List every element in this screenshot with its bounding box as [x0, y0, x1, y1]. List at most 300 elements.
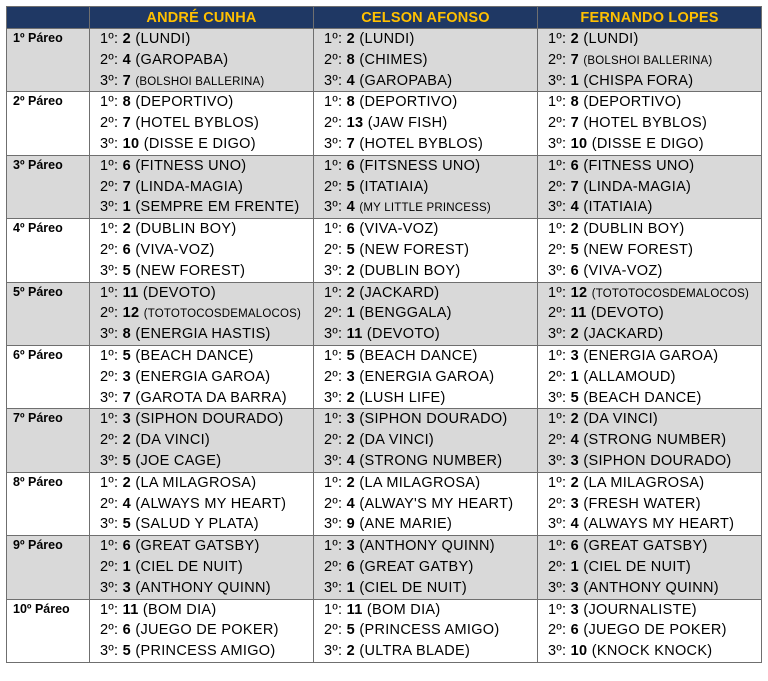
pick-line	[538, 346, 761, 367]
race-row	[7, 282, 762, 345]
horse-name: (FITNESS UNO)	[135, 157, 247, 174]
pick-line	[538, 409, 761, 430]
horse-number: 6	[122, 538, 132, 555]
pick-position: 3º:	[548, 579, 567, 596]
horse-name: (LUNDI)	[359, 31, 415, 47]
horse-number: 5	[570, 241, 580, 258]
horse-number: 4	[346, 72, 356, 89]
horse-name: (LINDA-MAGIA)	[135, 178, 244, 195]
horse-number: 4	[570, 432, 580, 449]
pick-line	[314, 177, 537, 198]
horse-number: 2	[570, 474, 580, 491]
horse-number: 2	[346, 389, 356, 406]
pick-line	[538, 557, 761, 578]
horse-name: (DEVOTO)	[590, 305, 664, 322]
pick-position: 1º:	[324, 221, 343, 238]
picks-cell-fernando-lopes	[538, 282, 762, 345]
horse-name: (LUSH LIFE)	[359, 389, 446, 406]
horse-number: 6	[570, 157, 580, 174]
picks-cell-andre-cunha	[90, 155, 314, 218]
horse-name: (BOM DIA)	[366, 601, 441, 618]
horse-name: (TOTOTOCOSDEMALOCOS)	[143, 308, 302, 321]
horse-name: (ANTHONY QUINN)	[583, 579, 719, 596]
horse-name: (STRONG NUMBER)	[359, 452, 503, 469]
pick-line	[538, 50, 761, 71]
race-label: 6º Páreo	[7, 345, 90, 408]
horse-number: 6	[570, 538, 580, 555]
horse-number: 6	[122, 241, 132, 258]
horse-name: (GREAT GATSBY)	[583, 538, 708, 555]
horse-number: 11	[570, 305, 587, 322]
horse-number: 7	[122, 72, 132, 89]
horse-name: (PRINCESS AMIGO)	[135, 643, 276, 660]
pick-position: 2º:	[324, 368, 343, 385]
race-row	[7, 29, 762, 92]
horse-name: (ANE MARIE)	[359, 516, 453, 533]
pick-line	[90, 600, 313, 621]
pick-position: 3º:	[324, 72, 343, 89]
horse-name: (CHISPA FORA)	[583, 72, 694, 89]
pick-position: 1º:	[100, 601, 119, 618]
horse-name: (LUNDI)	[135, 31, 191, 47]
pick-line	[314, 620, 537, 641]
picks-cell-andre-cunha	[90, 599, 314, 662]
pick-line	[90, 409, 313, 430]
pick-line	[538, 641, 761, 662]
horse-number: 6	[122, 157, 132, 174]
pick-position: 1º:	[324, 157, 343, 174]
horse-name: (NEW FOREST)	[359, 241, 470, 258]
horse-number: 3	[570, 347, 580, 364]
pick-line	[314, 473, 537, 494]
horse-number: 10	[570, 135, 588, 152]
race-row	[7, 472, 762, 535]
pick-position: 2º:	[548, 368, 567, 385]
pick-position: 1º:	[324, 347, 343, 364]
picks-cell-andre-cunha	[90, 409, 314, 472]
picks-table	[6, 6, 762, 663]
horse-number: 3	[570, 452, 580, 469]
horse-number: 6	[346, 157, 356, 174]
horse-number: 2	[346, 643, 356, 660]
horse-name: (MY LITTLE PRINCESS)	[359, 202, 491, 215]
pick-line	[314, 641, 537, 662]
pick-position: 3º:	[100, 516, 119, 533]
horse-number: 2	[346, 31, 356, 47]
horse-name: (ALWAYS MY HEART)	[583, 516, 735, 533]
pick-position: 1º:	[548, 157, 567, 174]
pick-position: 2º:	[324, 622, 343, 639]
horse-name: (JOURNALISTE)	[583, 601, 697, 618]
pick-position: 2º:	[324, 558, 343, 575]
race-label: 1º Páreo	[7, 29, 90, 92]
race-row	[7, 155, 762, 218]
pick-line	[90, 92, 313, 113]
horse-number: 8	[122, 94, 132, 111]
horse-name: (DEVOTO)	[366, 326, 440, 343]
horse-number: 5	[122, 516, 132, 533]
pick-line	[314, 514, 537, 535]
race-label: 3º Páreo	[7, 155, 90, 218]
pick-line	[538, 514, 761, 535]
horse-name: (VIVA-VOZ)	[583, 262, 663, 279]
horse-number: 3	[346, 368, 356, 385]
pick-position: 3º:	[548, 389, 567, 406]
pick-position: 2º:	[548, 432, 567, 449]
horse-number: 4	[346, 199, 356, 216]
picks-cell-celson-afonso	[314, 155, 538, 218]
horse-name: (FITSNESS UNO)	[359, 157, 481, 174]
pick-line	[90, 388, 313, 409]
pick-position: 1º:	[324, 474, 343, 491]
horse-name: (ENERGIA HASTIS)	[135, 326, 271, 343]
horse-name: (DA VINCI)	[135, 432, 211, 449]
pick-position: 3º:	[100, 262, 119, 279]
picks-cell-fernando-lopes	[538, 599, 762, 662]
pick-line	[90, 620, 313, 641]
picks-cell-fernando-lopes	[538, 472, 762, 535]
horse-number: 7	[570, 115, 580, 132]
horse-number: 7	[570, 178, 580, 195]
horse-name: (ALWAY'S MY HEART)	[359, 495, 514, 512]
pick-position: 2º:	[548, 558, 567, 575]
horse-name: (DEPORTIVO)	[135, 94, 234, 111]
horse-number: 3	[570, 495, 580, 512]
horse-number: 2	[122, 221, 132, 238]
pick-position: 3º:	[100, 452, 119, 469]
pick-line	[538, 177, 761, 198]
horse-number: 8	[570, 94, 580, 111]
horse-name: (SALUD Y PLATA)	[135, 516, 259, 533]
horse-name: (DUBLIN BOY)	[135, 221, 237, 238]
horse-name: (BOLSHOI BALLERINA)	[583, 54, 713, 67]
race-label: 9º Páreo	[7, 536, 90, 599]
pick-position: 3º:	[548, 643, 567, 660]
horse-name: (GREAT GATBY)	[359, 558, 474, 575]
picks-cell-celson-afonso	[314, 536, 538, 599]
horse-name: (BOM DIA)	[142, 601, 217, 618]
horse-name: (DUBLIN BOY)	[359, 262, 461, 279]
pick-line	[538, 451, 761, 472]
pick-line	[538, 240, 761, 261]
horse-number: 2	[346, 262, 356, 279]
horse-name: (DUBLIN BOY)	[583, 221, 685, 238]
pick-line	[538, 134, 761, 155]
horse-name: (KNOCK KNOCK)	[591, 643, 713, 660]
pick-line	[90, 367, 313, 388]
horse-name: (CIEL DE NUIT)	[359, 579, 467, 596]
pick-position: 1º:	[324, 284, 343, 301]
pick-position: 3º:	[548, 326, 567, 343]
picks-cell-andre-cunha	[90, 92, 314, 155]
pick-position: 1º:	[100, 538, 119, 555]
pick-position: 2º:	[100, 115, 119, 132]
horse-number: 1	[346, 305, 356, 322]
horse-name: (LA MILAGROSA)	[135, 474, 257, 491]
pick-position: 3º:	[548, 135, 567, 152]
horse-number: 6	[122, 622, 132, 639]
pick-line	[90, 134, 313, 155]
pick-line	[314, 283, 537, 304]
horse-name: (FITNESS UNO)	[583, 157, 695, 174]
horse-number: 7	[570, 51, 580, 68]
horse-name: (JOE CAGE)	[135, 452, 222, 469]
pick-position: 3º:	[100, 199, 119, 216]
horse-number: 9	[346, 516, 356, 533]
pick-position: 3º:	[548, 199, 567, 216]
race-row	[7, 599, 762, 662]
horse-name: (ULTRA BLADE)	[359, 643, 471, 660]
pick-position: 2º:	[548, 51, 567, 68]
picks-cell-celson-afonso	[314, 472, 538, 535]
pick-position: 1º:	[324, 411, 343, 428]
picks-cell-fernando-lopes	[538, 29, 762, 92]
horse-number: 12	[122, 305, 140, 322]
horse-name: (DEPORTIVO)	[359, 94, 458, 111]
pick-position: 1º:	[324, 31, 343, 47]
pick-position: 2º:	[324, 115, 343, 132]
pick-line	[538, 219, 761, 240]
picks-cell-fernando-lopes	[538, 536, 762, 599]
pick-line	[314, 261, 537, 282]
horse-name: (ENERGIA GAROA)	[583, 347, 719, 364]
pick-line	[314, 409, 537, 430]
horse-number: 7	[346, 135, 356, 152]
race-row	[7, 345, 762, 408]
pick-line	[314, 197, 537, 218]
pick-position: 1º:	[548, 347, 567, 364]
horse-name: (NEW FOREST)	[583, 241, 694, 258]
horse-name: (ALLAMOUD)	[583, 368, 676, 385]
horse-name: (VIVA-VOZ)	[359, 221, 439, 238]
pick-line	[314, 494, 537, 515]
picks-cell-andre-cunha	[90, 345, 314, 408]
race-label: 7º Páreo	[7, 409, 90, 472]
pick-line	[538, 303, 761, 324]
pick-line	[90, 219, 313, 240]
pick-position: 2º:	[324, 495, 343, 512]
header-fernando-lopes: FERNANDO LOPES	[538, 7, 762, 29]
pick-position: 3º:	[100, 326, 119, 343]
horse-number: 7	[122, 389, 132, 406]
pick-position: 3º:	[324, 452, 343, 469]
horse-number: 4	[346, 495, 356, 512]
horse-name: (ITATIAIA)	[583, 199, 653, 216]
pick-position: 3º:	[548, 262, 567, 279]
pick-line	[90, 578, 313, 599]
horse-number: 1	[122, 199, 132, 216]
horse-name: (BEACH DANCE)	[359, 347, 478, 364]
horse-name: (CIEL DE NUIT)	[583, 558, 691, 575]
pick-position: 2º:	[324, 241, 343, 258]
pick-position: 1º:	[324, 538, 343, 555]
horse-name: (ENERGIA GAROA)	[135, 368, 271, 385]
pick-position: 2º:	[100, 622, 119, 639]
pick-position: 2º:	[100, 51, 119, 68]
horse-name: (LUNDI)	[583, 31, 639, 47]
pick-line	[90, 557, 313, 578]
race-label: 5º Páreo	[7, 282, 90, 345]
pick-position: 2º:	[100, 558, 119, 575]
horse-name: (GREAT GATSBY)	[135, 538, 260, 555]
horse-name: (LA MILAGROSA)	[583, 474, 705, 491]
pick-line	[90, 514, 313, 535]
pick-line	[314, 600, 537, 621]
horse-number: 4	[346, 452, 356, 469]
pick-line	[90, 113, 313, 134]
pick-position: 3º:	[324, 389, 343, 406]
picks-cell-andre-cunha	[90, 29, 314, 92]
horse-name: (SIPHON DOURADO)	[583, 452, 732, 469]
pick-line	[314, 578, 537, 599]
pick-line	[538, 29, 761, 50]
pick-position: 1º:	[548, 474, 567, 491]
horse-name: (VIVA-VOZ)	[135, 241, 215, 258]
pick-position: 2º:	[324, 432, 343, 449]
pick-position: 1º:	[548, 538, 567, 555]
pick-line	[538, 536, 761, 557]
horse-number: 4	[122, 51, 132, 68]
pick-line	[90, 29, 313, 50]
horse-name: (JACKARD)	[359, 284, 440, 301]
horse-number: 4	[570, 516, 580, 533]
horse-number: 11	[122, 284, 139, 301]
pick-line	[538, 324, 761, 345]
horse-number: 11	[346, 326, 363, 343]
pick-line	[90, 430, 313, 451]
horse-number: 3	[122, 579, 132, 596]
horse-name: (HOTEL BYBLOS)	[359, 135, 484, 152]
pick-position: 1º:	[548, 31, 567, 47]
horse-number: 8	[346, 51, 356, 68]
pick-position: 1º:	[324, 601, 343, 618]
pick-line	[538, 113, 761, 134]
horse-name: (DA VINCI)	[359, 432, 435, 449]
pick-line	[314, 113, 537, 134]
horse-name: (BEACH DANCE)	[583, 389, 702, 406]
horse-number: 10	[570, 643, 588, 660]
race-row	[7, 409, 762, 472]
pick-position: 3º:	[548, 516, 567, 533]
horse-number: 6	[570, 622, 580, 639]
horse-name: (STRONG NUMBER)	[583, 432, 727, 449]
pick-line	[90, 473, 313, 494]
horse-number: 5	[346, 347, 356, 364]
pick-line	[314, 388, 537, 409]
pick-line	[314, 92, 537, 113]
horse-name: (CIEL DE NUIT)	[135, 558, 243, 575]
horse-name: (DEVOTO)	[142, 284, 216, 301]
pick-position: 2º:	[548, 305, 567, 322]
horse-number: 1	[570, 368, 580, 385]
horse-name: (BENGGALA)	[359, 305, 452, 322]
horse-name: (GAROPABA)	[135, 51, 229, 68]
pick-position: 2º:	[548, 115, 567, 132]
picks-cell-fernando-lopes	[538, 409, 762, 472]
pick-line	[90, 240, 313, 261]
horse-number: 2	[346, 474, 356, 491]
picks-cell-andre-cunha	[90, 536, 314, 599]
horse-number: 11	[346, 601, 363, 618]
pick-line	[90, 324, 313, 345]
horse-number: 3	[346, 411, 356, 428]
picks-cell-andre-cunha	[90, 472, 314, 535]
pick-line	[90, 451, 313, 472]
horse-name: (JAW FISH)	[367, 115, 448, 132]
picks-cell-fernando-lopes	[538, 155, 762, 218]
pick-line	[538, 600, 761, 621]
pick-position: 1º:	[548, 284, 567, 301]
pick-position: 3º:	[100, 72, 119, 89]
horse-number: 2	[346, 284, 356, 301]
pick-position: 3º:	[324, 199, 343, 216]
horse-number: 1	[570, 72, 580, 89]
pick-position: 1º:	[548, 601, 567, 618]
horse-number: 10	[122, 135, 140, 152]
pick-position: 2º:	[324, 51, 343, 68]
pick-position: 3º:	[324, 326, 343, 343]
pick-position: 2º:	[548, 622, 567, 639]
picks-cell-celson-afonso	[314, 599, 538, 662]
horse-name: (GAROPABA)	[359, 72, 453, 89]
horse-name: (JUEGO DE POKER)	[583, 622, 727, 639]
pick-position: 3º:	[100, 579, 119, 596]
picks-table-container	[6, 6, 762, 663]
horse-number: 6	[570, 262, 580, 279]
horse-name: (PRINCESS AMIGO)	[359, 622, 500, 639]
pick-position: 3º:	[548, 452, 567, 469]
horse-name: (LA MILAGROSA)	[359, 474, 481, 491]
horse-name: (BEACH DANCE)	[135, 347, 254, 364]
horse-name: (LINDA-MAGIA)	[583, 178, 692, 195]
horse-name: (FRESH WATER)	[583, 495, 701, 512]
picks-cell-celson-afonso	[314, 92, 538, 155]
pick-position: 2º:	[548, 495, 567, 512]
horse-name: (CHIMES)	[359, 51, 428, 68]
horse-name: (ANTHONY QUINN)	[359, 538, 495, 555]
pick-position: 1º:	[100, 347, 119, 364]
horse-name: (ENERGIA GAROA)	[359, 368, 495, 385]
pick-line	[538, 620, 761, 641]
pick-position: 1º:	[100, 221, 119, 238]
pick-line	[314, 536, 537, 557]
pick-line	[314, 29, 537, 50]
horse-number: 2	[570, 411, 580, 428]
pick-line	[90, 50, 313, 71]
race-label: 8º Páreo	[7, 472, 90, 535]
horse-number: 5	[122, 643, 132, 660]
horse-number: 2	[570, 31, 580, 47]
pick-line	[90, 71, 313, 92]
horse-name: (DISSE E DIGO)	[143, 135, 256, 152]
pick-position: 2º:	[548, 178, 567, 195]
horse-name: (SIPHON DOURADO)	[359, 411, 508, 428]
pick-line	[314, 156, 537, 177]
race-row	[7, 536, 762, 599]
pick-line	[314, 71, 537, 92]
pick-position: 3º:	[324, 262, 343, 279]
pick-line	[314, 367, 537, 388]
pick-position: 1º:	[100, 94, 119, 111]
pick-line	[90, 156, 313, 177]
horse-name: (SIPHON DOURADO)	[135, 411, 284, 428]
horse-name: (NEW FOREST)	[135, 262, 246, 279]
pick-position: 1º:	[548, 94, 567, 111]
pick-line	[90, 177, 313, 198]
horse-number: 3	[122, 368, 132, 385]
pick-line	[314, 50, 537, 71]
race-row	[7, 92, 762, 155]
